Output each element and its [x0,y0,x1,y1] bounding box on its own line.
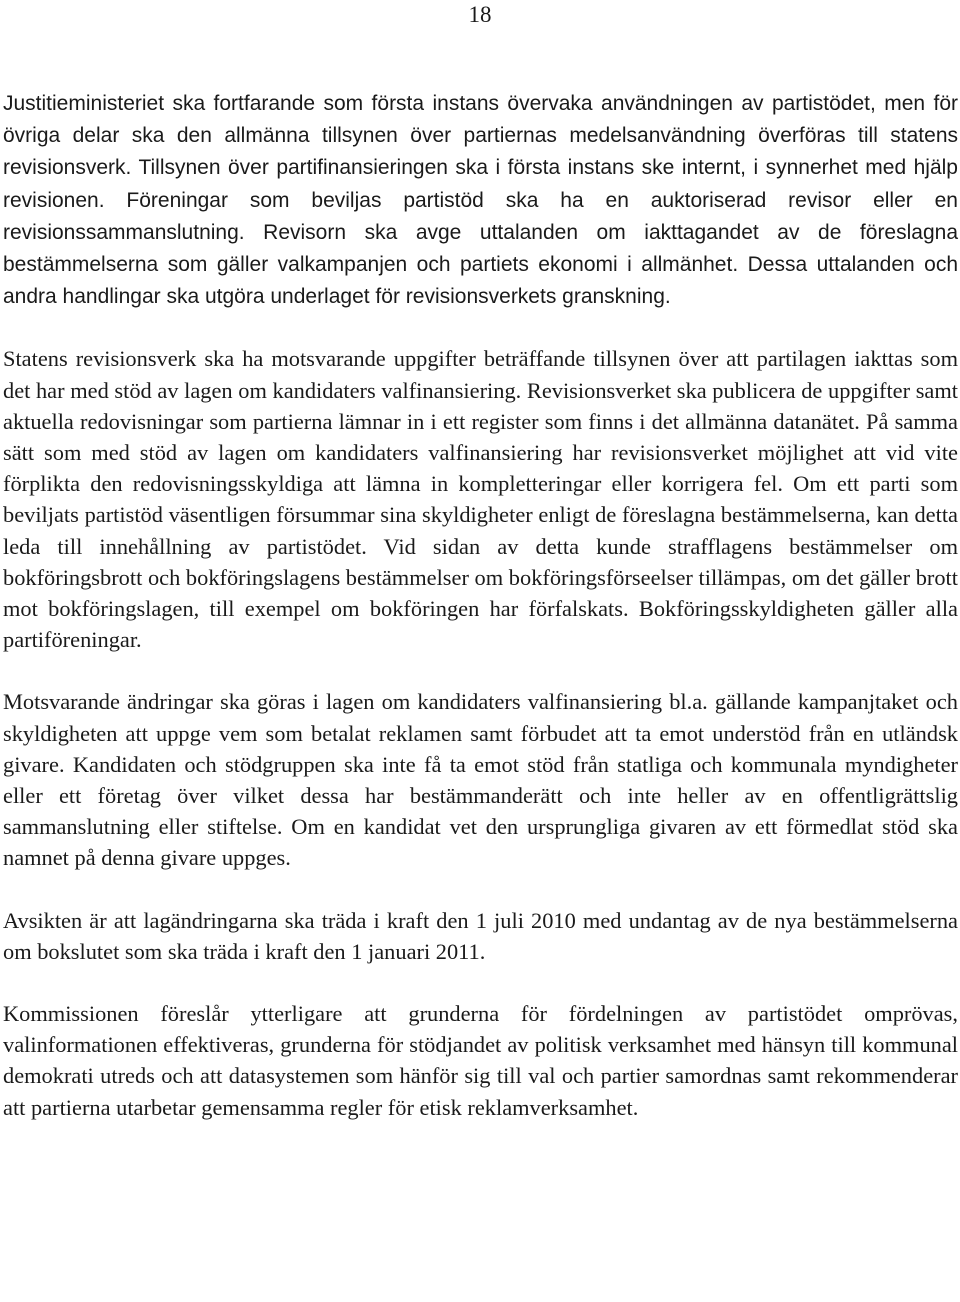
document-body [3,87,958,1154]
paragraph-4-text: Avsikten är att lagändringarna ska träda i kraft den 1 juli 2010 med undantag av de nya bestämmelserna om bokslutet som ska träda i kraft den 1 januari 2011. [3,907,958,964]
paragraph-4 [3,905,958,967]
page-number: 18 [468,2,492,27]
paragraph-2 [3,343,958,655]
paragraph-1 [3,87,958,312]
paragraph-5-text: Kommissionen föreslår ytterligare att grunderna för fördelningen av partistödet omprövas, valinformationen effektiveras, grunderna för stödjandet av politisk verksamhet med hänsyn till kommunal demokrati utreds och att datasystemen som hänför sig till val och partier samordnas samt rekommenderar att partierna utarbetar gemensamma regler för etisk reklamverksamhet. [3,1001,958,1120]
paragraph-3-text: Motsvarande ändringar ska göras i lagen om kandidaters valfinansiering bl.a. gällande kampanjtaket och skyldigheten att uppge vem som betalat reklamen samt förbudet att ta emot understöd från en utländsk givare. Kandidaten och stödgruppen ska inte få ta emot stöd från statliga och kommunala myndigheter eller ett företag över vilket dessa har bestämmanderätt och inte heller av en offentligrättslig sammanslutning eller stiftelse. Om en kandidat vet den ursprungliga givaren av ett förmedlat stöd ska namnet på denna givare uppges. [3,689,958,871]
paragraph-2-text: Statens revisionsverk ska ha motsvarande uppgifter beträffande tillsynen över att partilagen iakttas som det har med stöd av lagen om kandidaters valfinansiering. Revisionsverket ska publicera de uppgifter samt aktuella redovisningar som partierna lämnar in i ett register som finns i det allmänna datanätet. På samma sätt som med stöd av lagen om kandidaters valfinansiering har revisionsverket möjlighet att vid vite förplikta den redovisningsskyldiga att lämna in kompletteringar eller korrigera fel. Om ett parti som beviljats partistöd väsentligen försummar sina skyldigheter enligt de föreslagna bestämmelserna, kan detta leda till innehållning av partistödet. Vid sidan av detta kunde strafflagens bestämmelser om bokföringsbrott och bokföringslagens bestämmelser om bokföringsförseelser tillämpas, om det gäller brott mot bokföringslagen, till exempel om bokföringen har förfalskats. Bokföringsskyldigheten gäller alla partiföreningar. [3,346,958,653]
paragraph-5 [3,998,958,1123]
paragraph-1-text: Justitieministeriet ska fortfarande som första instans övervaka användningen av partistödet, men för övriga delar ska den allmänna tillsynen över partiernas medelsanvändning överföras till statens revisionsverk. Tillsynen över partifinansieringen ska i första instans ske internt, i synnerhet med hjälp revisionen. Föreningar som beviljas partistöd ska ha en auktoriserad revisor eller en revisionssammanslutning. Revisorn ska avge uttalanden om iakttagandet av de föreslagna bestämmelserna som gäller valkampanjen och partiets ekonomi i allmänhet. Dessa uttalanden och andra handlingar ska utgöra underlaget för revisionsverkets granskning. [3,92,958,309]
paragraph-3 [3,686,958,873]
